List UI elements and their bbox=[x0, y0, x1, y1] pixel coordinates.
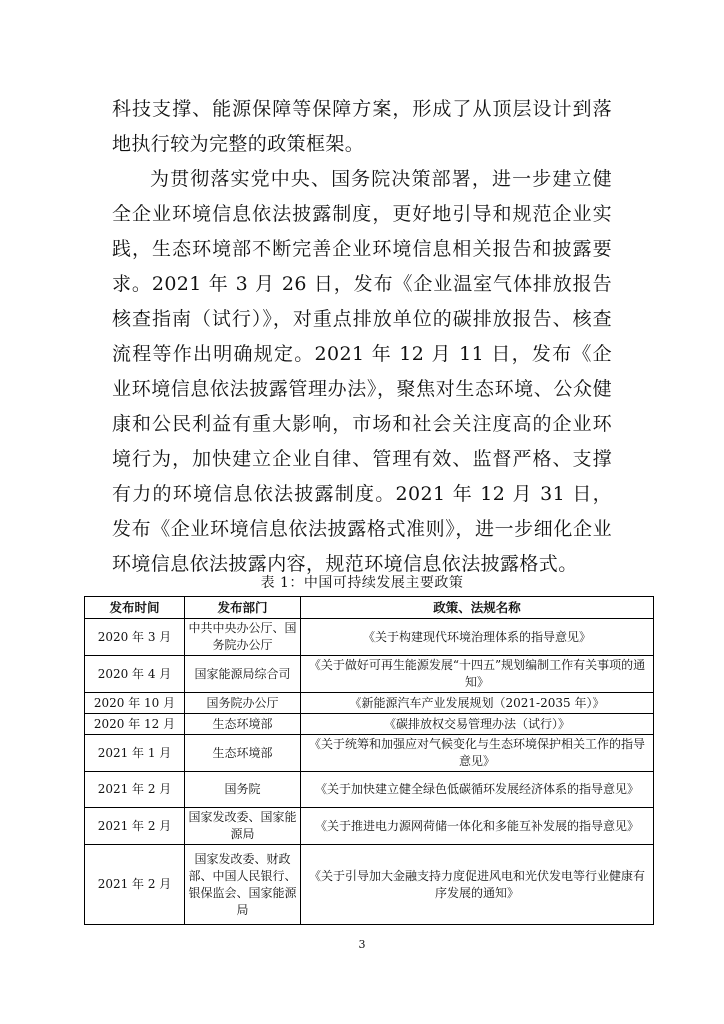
cell-date: 2021 年 2 月 bbox=[85, 772, 185, 808]
table-row bbox=[85, 735, 654, 772]
table-caption: 表 1：中国可持续发展主要政策 bbox=[260, 575, 464, 591]
cell-date: 2021 年 2 月 bbox=[85, 808, 185, 845]
cell-policy-name: 《关于加快建立健全绿色低碳循环发展经济体系的指导意见》 bbox=[301, 772, 654, 808]
table-row bbox=[85, 808, 654, 845]
cell-date: 2021 年 1 月 bbox=[85, 735, 185, 772]
table-row bbox=[85, 619, 654, 656]
cell-department: 国家发改委、国家能源局 bbox=[185, 808, 301, 845]
cell-department: 生态环境部 bbox=[185, 714, 301, 735]
header-department: 发布部门 bbox=[185, 597, 301, 619]
cell-department: 中共中央办公厅、国务院办公厅 bbox=[185, 619, 301, 656]
cell-policy-name: 《关于引导加大金融支持力度促进风电和光伏发电等行业健康有序发展的通知》 bbox=[301, 845, 654, 925]
page-number: 3 bbox=[358, 938, 366, 951]
cell-date: 2021 年 2 月 bbox=[85, 845, 185, 925]
cell-department: 国家能源局综合司 bbox=[185, 656, 301, 693]
cell-date: 2020 年 12 月 bbox=[85, 714, 185, 735]
cell-policy-name: 《关于统筹和加强应对气候变化与生态环境保护相关工作的指导意见》 bbox=[301, 735, 654, 772]
cell-policy-name: 《关于推进电力源网荷储一体化和多能互补发展的指导意见》 bbox=[301, 808, 654, 845]
cell-policy-name: 《碳排放权交易管理办法（试行）》 bbox=[301, 714, 654, 735]
cell-policy-name: 《新能源汽车产业发展规划（2021-2035 年）》 bbox=[301, 693, 654, 714]
header-policy-name: 政策、法规名称 bbox=[301, 597, 654, 619]
table-row bbox=[85, 845, 654, 925]
policy-table bbox=[84, 596, 654, 925]
table-row bbox=[85, 772, 654, 808]
cell-department: 国家发改委、财政部、中国人民银行、银保监会、国家能源局 bbox=[185, 845, 301, 925]
cell-department: 国务院办公厅 bbox=[185, 693, 301, 714]
cell-department: 国务院 bbox=[185, 772, 301, 808]
table-row bbox=[85, 714, 654, 735]
cell-policy-name: 《关于构建现代环境治理体系的指导意见》 bbox=[301, 619, 654, 656]
cell-department: 生态环境部 bbox=[185, 735, 301, 772]
paragraph-2: 为贯彻落实党中央、国务院决策部署，进一步建立健全企业环境信息依法披露制度，更好地引导和规范企业实践，生态环境部不断完善企业环境信息相关报告和披露要求。2021 年 3 月 26 日，发布《企业温室气体排放报告核查指南（试行）》，对重点排放单位的碳排放报告、核查流程等作出明确规定。2021 年 12 月 11 日，发布《企业环境信息依法披露管理办法》，聚焦对生态环境、公众健康和公民利益有重大影响，市场和社会关注度高的企业环境行为，加快建立企业自律、管理有效、监督严格、支撑有力的环境信息依法披露制度。2021 年 12 月 31 日，发布《企业环境信息依法披露格式准则》，进一步细化企业环境信息依法披露内容，规范环境信息依法披露格式。 bbox=[112, 168, 612, 575]
paragraph-1: 科技支撑、能源保障等保障方案，形成了从顶层设计到落地执行较为完整的政策框架。 bbox=[112, 98, 612, 155]
table-row bbox=[85, 693, 654, 714]
cell-policy-name: 《关于做好可再生能源发展“十四五”规划编制工作有关事项的通知》 bbox=[301, 656, 654, 693]
cell-date: 2020 年 3 月 bbox=[85, 619, 185, 656]
table-row bbox=[85, 656, 654, 693]
cell-date: 2020 年 10 月 bbox=[85, 693, 185, 714]
table-header-row bbox=[85, 597, 654, 619]
cell-date: 2020 年 4 月 bbox=[85, 656, 185, 693]
header-date: 发布时间 bbox=[85, 597, 185, 619]
